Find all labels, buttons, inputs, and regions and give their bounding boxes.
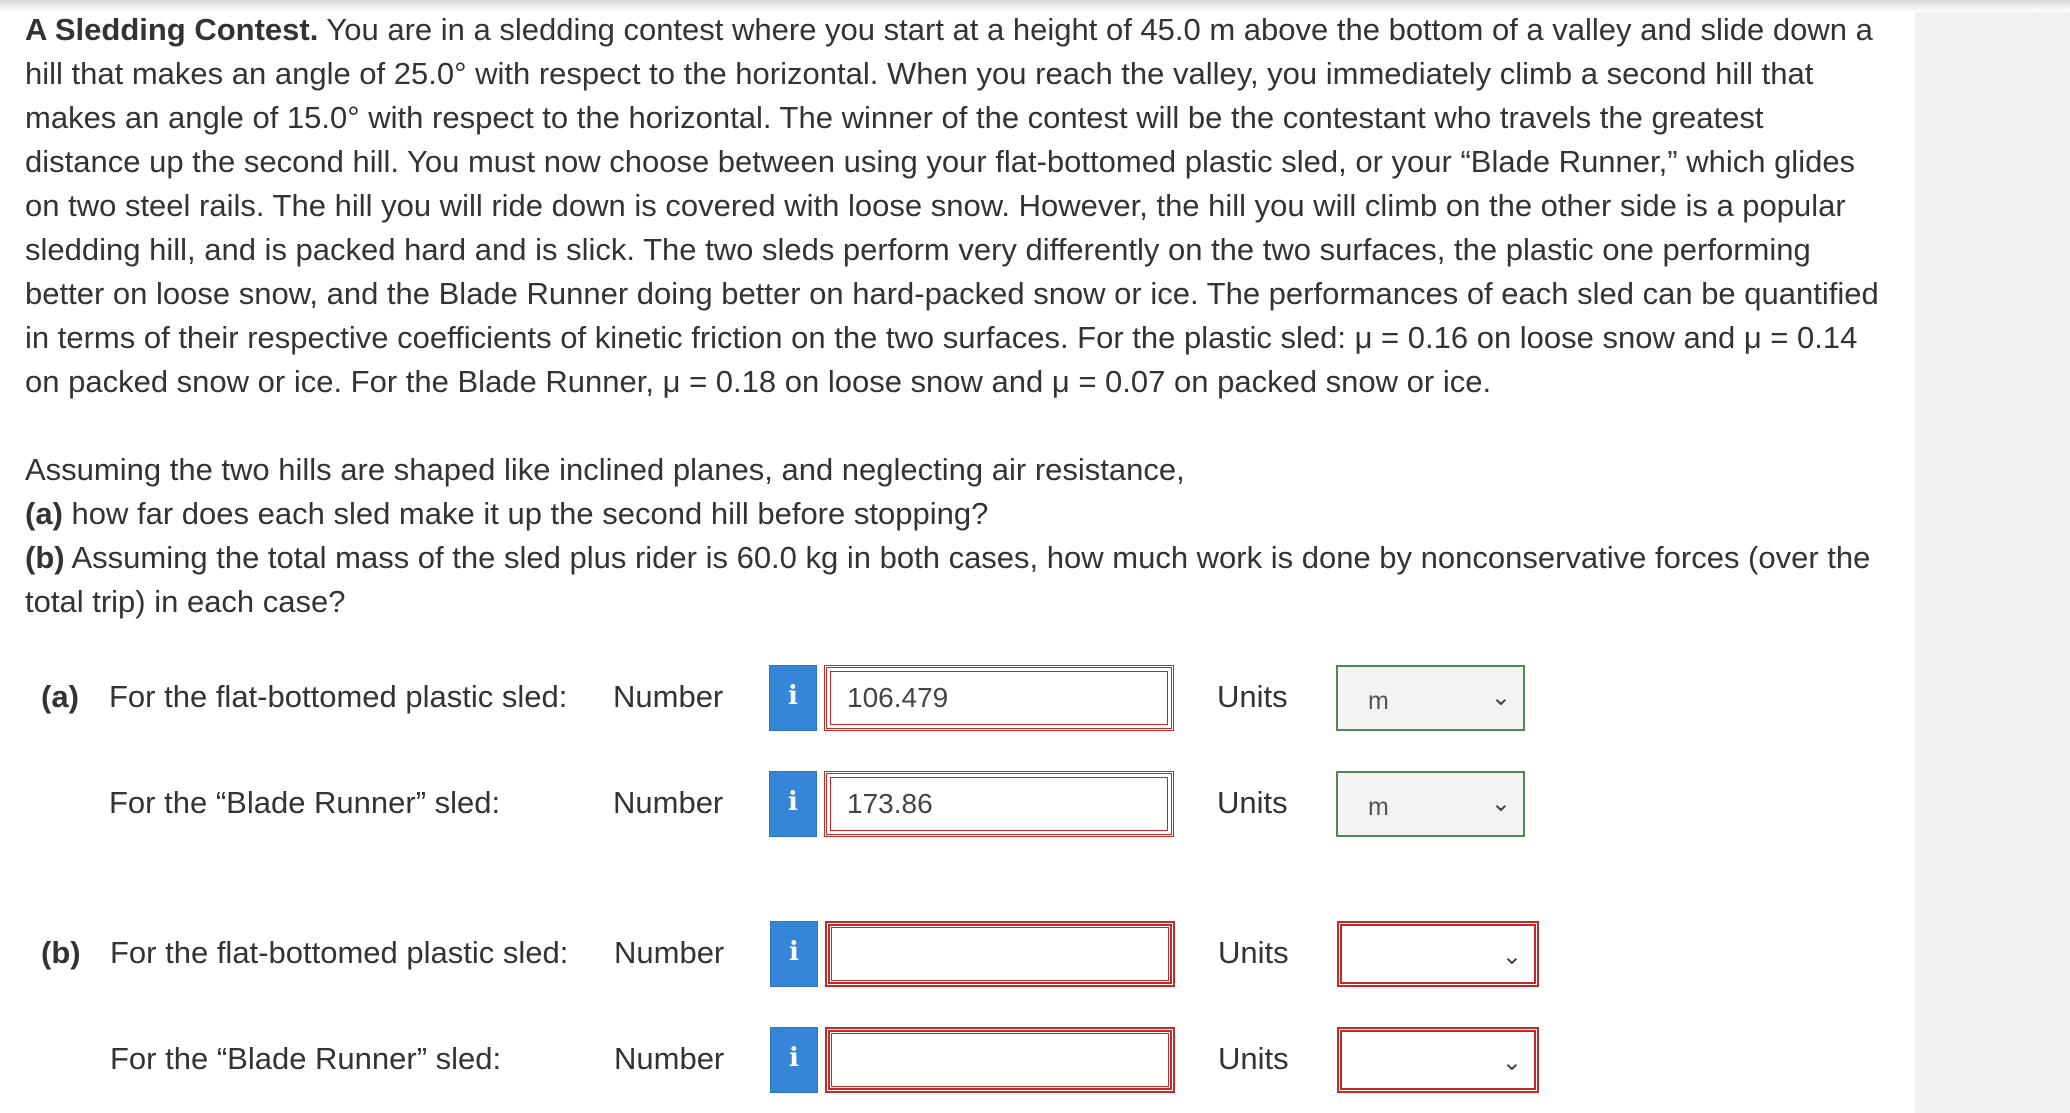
number-label: Number xyxy=(614,1041,725,1076)
units-label: Units xyxy=(1217,679,1288,714)
units-select[interactable] xyxy=(1336,771,1525,837)
question-a-label: (a) xyxy=(25,496,63,531)
row-prompt: For the flat-bottomed plastic sled: xyxy=(110,935,569,970)
chevron-down-icon: ⌄ xyxy=(1490,790,1511,817)
info-icon[interactable]: i xyxy=(769,665,817,731)
answer-row-b-plastic xyxy=(25,921,1905,987)
question-a-text: how far does each sled make it up the second hill before stopping? xyxy=(62,496,989,531)
right-side-panel xyxy=(1915,12,2070,1113)
units-selected-value: m xyxy=(1368,687,1389,715)
number-input[interactable] xyxy=(825,1027,1175,1093)
units-select[interactable] xyxy=(1337,921,1539,987)
answer-row-a-plastic xyxy=(25,665,1905,731)
row-prompt: For the flat-bottomed plastic sled: xyxy=(109,679,568,714)
part-label: (b) xyxy=(41,935,81,970)
row-prompt: For the “Blade Runner” sled: xyxy=(110,1041,502,1076)
number-label: Number xyxy=(614,935,725,970)
part-label: (a) xyxy=(41,679,79,714)
question-b-continued: total trip) in each case? xyxy=(25,584,346,619)
number-input[interactable] xyxy=(824,665,1174,731)
answer-row-a-blade-runner xyxy=(25,771,1905,837)
problem-title: A Sledding Contest. xyxy=(25,12,319,47)
units-label: Units xyxy=(1218,935,1289,970)
question-b xyxy=(25,536,1905,580)
problem-line: makes an angle of 15.0° with respect to the horizontal. The winner of the contest will be the contestant who travels the greatest xyxy=(25,100,1764,135)
question-prompts xyxy=(25,448,1905,624)
chevron-down-icon: ⌄ xyxy=(1490,684,1511,711)
problem-statement xyxy=(25,8,1905,404)
question-b-text: Assuming the total mass of the sled plus rider is 60.0 kg in both cases, how much work is done by nonconservative forces (over the xyxy=(64,540,1871,575)
units-label: Units xyxy=(1218,1041,1289,1076)
number-input[interactable] xyxy=(824,771,1174,837)
question-content xyxy=(25,8,1905,619)
chevron-down-icon: ⌄ xyxy=(1501,943,1522,970)
number-input[interactable] xyxy=(825,921,1175,987)
info-icon[interactable]: i xyxy=(769,771,817,837)
info-icon[interactable]: i xyxy=(770,1027,818,1093)
units-selected-value: m xyxy=(1368,793,1389,821)
chevron-down-icon: ⌄ xyxy=(1501,1049,1522,1076)
problem-line: better on loose snow, and the Blade Runner doing better on hard-packed snow or ice. The performances of each sled can be quantified xyxy=(25,276,1879,311)
problem-line: on packed snow or ice. For the Blade Runner, μ = 0.18 on loose snow and μ = 0.07 on packed snow or ice. xyxy=(25,364,1492,399)
problem-line: You are in a sledding contest where you start at a height of 45.0 m above the bottom of a valley and slide down a xyxy=(326,12,1873,47)
units-label: Units xyxy=(1217,785,1288,820)
number-label: Number xyxy=(613,785,724,820)
problem-line: sledding hill, and is packed hard and is slick. The two sleds perform very differently on the two surfaces, the plastic one performing xyxy=(25,232,1811,267)
number-label: Number xyxy=(613,679,724,714)
problem-line: in terms of their respective coefficients of kinetic friction on the two surfaces. For the plastic sled: μ = 0.16 on loose snow and μ = 0.14 xyxy=(25,320,1858,355)
problem-line: on two steel rails. The hill you will ride down is covered with loose snow. However, the hill you will climb on the other side is a popular xyxy=(25,188,1846,223)
row-prompt: For the “Blade Runner” sled: xyxy=(109,785,501,820)
assumption-text: Assuming the two hills are shaped like inclined planes, and neglecting air resistance, xyxy=(25,452,1185,487)
units-select[interactable] xyxy=(1336,665,1525,731)
units-select[interactable] xyxy=(1337,1027,1539,1093)
problem-line: distance up the second hill. You must now choose between using your flat-bottomed plastic sled, or your “Blade Runner,” which glides xyxy=(25,144,1856,179)
question-b-label: (b) xyxy=(25,540,65,575)
problem-line: hill that makes an angle of 25.0° with respect to the horizontal. When you reach the valley, you immediately climb a second hill that xyxy=(25,56,1814,91)
question-a xyxy=(25,492,1905,536)
answer-row-b-blade-runner xyxy=(25,1027,1905,1093)
info-icon[interactable]: i xyxy=(770,921,818,987)
